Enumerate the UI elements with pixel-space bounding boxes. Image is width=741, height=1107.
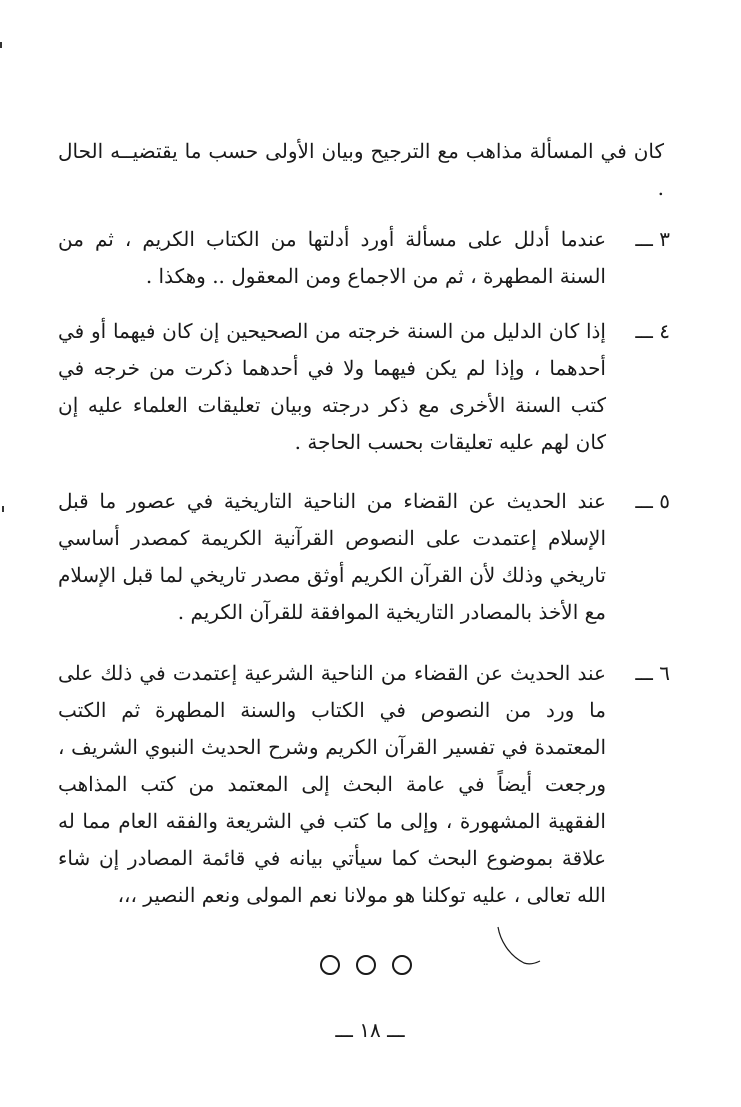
pen-flourish	[494, 925, 544, 970]
page-number: ـــ ١٨ ـــ	[335, 1018, 405, 1042]
paragraph-4	[58, 313, 670, 461]
section-end-ornament	[318, 955, 418, 977]
paragraph-4-text: إذا كان الدليل من السنة خرجته من الصحيحين إن كان فيهما أو في أحدهما ، وإذا لم يكن فيهما ولا في أحدهما ذكرت من خرجه في كتب السنة الأخرى مع ذكر درجته وبيان تعليقات العلماء عليه إن كان لهم عليه تعليقات بحسب الحاجة .	[58, 319, 606, 454]
paragraph-lead	[58, 133, 664, 207]
scan-mark-top-left	[0, 42, 2, 48]
paragraph-5-text: عند الحديث عن القضاء من الناحية التاريخية في عصور ما قبل الإسلام إعتمدت على النصوص القرآنية الكريمة كمصدر أساسي تاريخي وذلك لأن القرآن الكريم أوثق مصدر تاريخي لما قبل الإسلام مع الأخذ بالمصادر التاريخية الموافقة للقرآن الكريم .	[58, 489, 606, 624]
paragraph-3-text: عندما أدلل على مسألة أورد أدلتها من الكتاب الكريم ، ثم من السنة المطهرة ، ثم من الاجماع ومن المعقول .. وهكذا .	[58, 227, 606, 288]
paragraph-6	[58, 655, 670, 914]
paragraph-lead-text: كان في المسألة مذاهب مع الترجيح وبيان الأولى حسب ما يقتضيــه الحال .	[58, 139, 664, 200]
body-text	[58, 133, 670, 953]
paragraph-4-number: ٤ ـــ	[635, 319, 670, 343]
paragraph-5	[58, 483, 670, 631]
ornament-circle-icon	[320, 955, 340, 975]
ornament-circle-icon	[356, 955, 376, 975]
paragraph-3	[58, 221, 670, 295]
paragraph-6-text: عند الحديث عن القضاء من الناحية الشرعية إعتمدت في ذلك على ما ورد من النصوص في الكتاب والسنة المطهرة ثم الكتب المعتمدة في تفسير القرآن الكريم وشرح الحديث النبوي الشريف ، ورجعت أيضاً في عامة البحث إلى المعتمد من كتب المذاهب الفقهية المشهورة ، وإلى ما كتب في الشريعة والفقه العام مما له علاقة بموضوع البحث كما سيأتي بيانه في قائمة المصادر إن شاء الله تعالى ، عليه توكلنا هو مولانا نعم المولى ونعم النصير ،،،	[58, 661, 606, 907]
paragraph-3-number: ٣ ـــ	[635, 227, 670, 251]
ornament-circle-icon	[392, 955, 412, 975]
scan-mark-mid-left	[2, 506, 4, 512]
paragraph-5-number: ٥ ـــ	[635, 489, 670, 513]
paragraph-6-number: ٦ ـــ	[635, 661, 670, 685]
